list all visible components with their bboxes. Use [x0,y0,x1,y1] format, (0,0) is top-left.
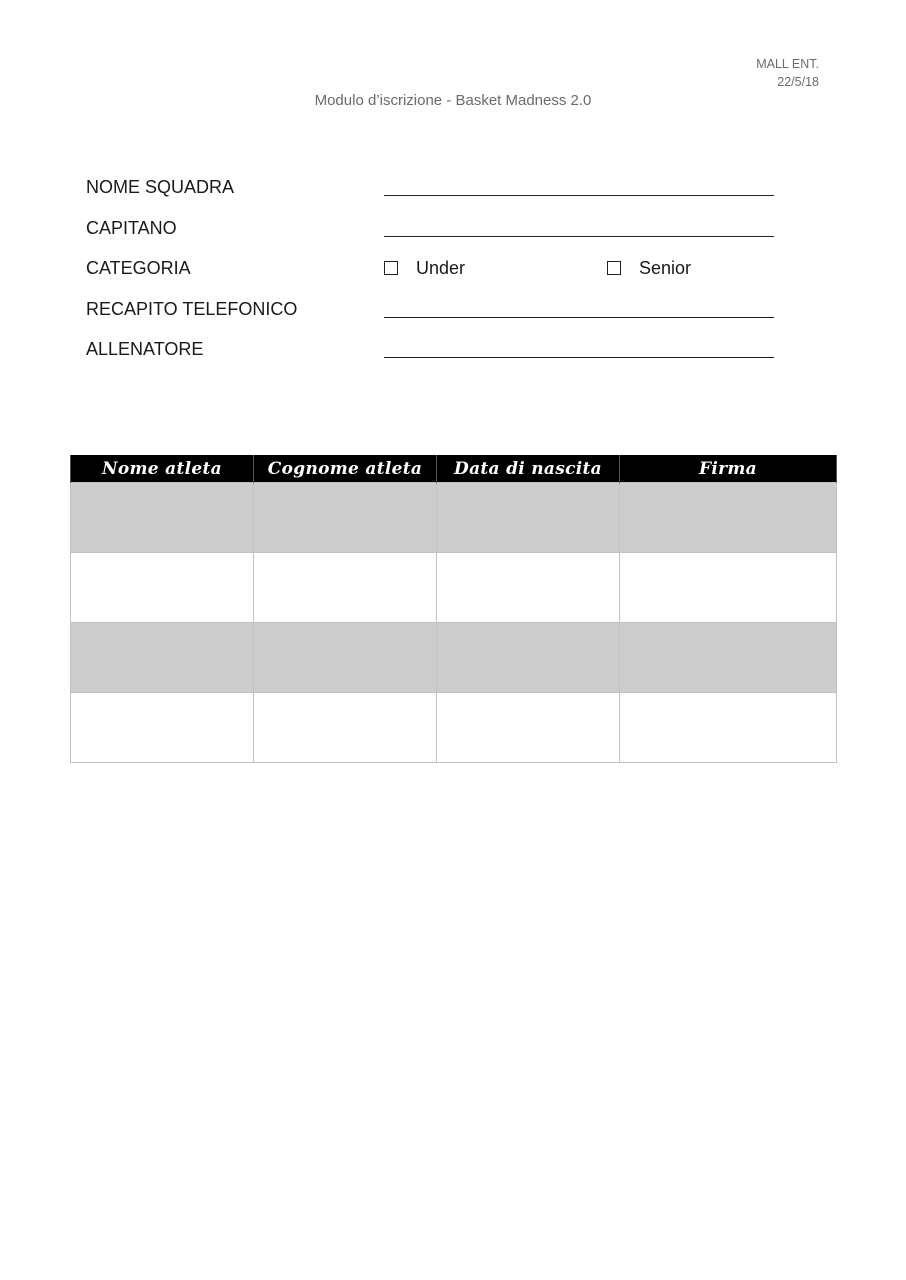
coach-field[interactable] [384,357,774,358]
phone-row [86,295,786,336]
signature-cell[interactable] [620,693,837,763]
first-name-cell[interactable] [71,623,254,693]
birth-date-cell[interactable] [437,553,620,623]
category-label: CATEGORIA [86,258,191,278]
table-header-row [71,455,837,483]
captain-field[interactable] [384,236,774,237]
column-header-signature: Firma [620,455,837,483]
category-row [86,254,786,295]
category-option-under[interactable] [384,254,465,282]
first-name-cell[interactable] [71,483,254,553]
team-name-label: NOME SQUADRA [86,177,235,197]
table-row [71,483,837,553]
table-row [71,553,837,623]
document-meta [756,55,819,91]
phone-field[interactable] [384,317,774,318]
column-header-birth-date: Data di nascita [437,455,620,483]
phone-label: RECAPITO TELEFONICO [86,298,298,319]
column-header-last-name: Cognome atleta [254,455,437,483]
last-name-cell[interactable] [254,553,437,623]
signature-cell[interactable] [620,553,837,623]
coach-row [86,335,786,376]
last-name-cell[interactable] [254,483,437,553]
captain-label: CAPITANO [86,217,177,238]
signature-cell[interactable] [620,623,837,693]
table-row [71,693,837,763]
signature-cell[interactable] [620,483,837,553]
last-name-cell[interactable] [254,623,437,693]
category-option-senior[interactable] [607,254,691,282]
under-option-label: Under [416,258,466,278]
first-name-cell[interactable] [71,553,254,623]
under-checkbox[interactable] [384,261,398,275]
senior-checkbox[interactable] [607,261,621,275]
senior-option-label: Senior [639,258,692,278]
document-date: 22/5/18 [777,75,819,89]
birth-date-cell[interactable] [437,693,620,763]
athletes-table [70,455,837,763]
first-name-cell[interactable] [71,693,254,763]
birth-date-cell[interactable] [437,483,620,553]
team-name-row [86,173,786,214]
team-name-field[interactable] [384,195,774,196]
coach-label: ALLENATORE [86,339,204,359]
company-name: MALL ENT. [756,57,819,71]
column-header-first-name: Nome atleta [71,455,254,483]
last-name-cell[interactable] [254,693,437,763]
registration-form [86,173,786,376]
captain-row [86,214,786,255]
birth-date-cell[interactable] [437,623,620,693]
table-row [71,623,837,693]
page-title: Modulo d’iscrizione - Basket Madness 2.0 [314,92,592,109]
